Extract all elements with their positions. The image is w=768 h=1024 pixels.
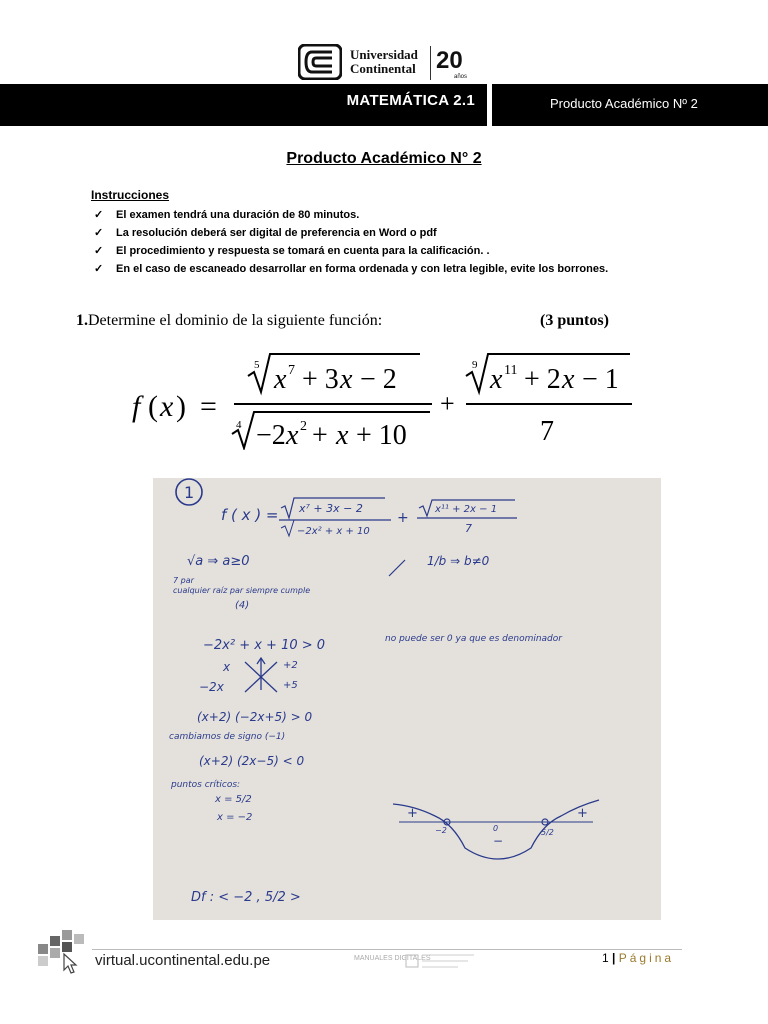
- svg-text:f: f: [132, 390, 141, 423]
- svg-text:=: =: [200, 390, 217, 423]
- svg-text:4: 4: [236, 419, 242, 431]
- checkmark-icon: ✓: [94, 209, 104, 221]
- manuales-digitales-logo-icon: [354, 951, 478, 973]
- function-formula: [130, 346, 640, 450]
- hw-critical-1: x = 5/2: [215, 794, 252, 805]
- hw-rule1-note3: (4): [235, 600, 250, 611]
- hw-sign-change: cambiamos de signo (−1): [169, 732, 286, 742]
- instruction-item: ✓ En el caso de escaneado desarrollar en forma ordenada y con letra legible, evite los borrones.: [94, 260, 608, 278]
- hw-cross-x2: −2x: [199, 680, 224, 694]
- instructions-heading: Instrucciones: [91, 188, 170, 202]
- svg-text:−2: −2: [256, 420, 286, 450]
- hw-circle-number: 1: [184, 483, 195, 502]
- product-header-bar: [492, 84, 768, 126]
- svg-text:x: x: [562, 364, 575, 395]
- svg-text:5: 5: [254, 359, 260, 371]
- instruction-item: ✓ El procedimiento y respuesta se tomará en cuenta para la calificación. .: [94, 242, 608, 260]
- question-text: Determine el dominio de la siguiente función:: [88, 312, 383, 329]
- footer-url[interactable]: virtual.ucontinental.edu.pe: [95, 952, 271, 969]
- hw-rule1-note1: 7 par: [173, 576, 194, 585]
- svg-text:2: 2: [300, 419, 307, 434]
- course-title: MATEMÁTICA 2.1: [346, 92, 475, 109]
- hw-rule1: √a ⇒ a≥0: [187, 554, 250, 569]
- hw-sign-plus-left: +: [407, 806, 418, 821]
- hw-factored: (x+2) (−2x+5) > 0: [197, 710, 313, 724]
- anniversary-word: años: [454, 74, 468, 80]
- hw-critical-2: x = −2: [217, 812, 253, 823]
- hw-cross-c2: +5: [283, 680, 298, 691]
- hw-tick-52: 5/2: [541, 828, 554, 837]
- checkmark-icon: ✓: [94, 263, 104, 275]
- university-name-line2: Continental: [350, 61, 416, 76]
- svg-text:x: x: [160, 390, 174, 423]
- svg-text:+: +: [312, 420, 328, 450]
- handwritten-solution-photo: [153, 478, 661, 920]
- hw-domain: Df : < −2 , 5/2 >: [191, 890, 301, 905]
- svg-text:9: 9: [472, 359, 478, 371]
- page-separator: |: [612, 951, 616, 965]
- hw-rule2: 1/b ⇒ b≠0: [427, 554, 490, 568]
- svg-text:7: 7: [288, 363, 295, 378]
- hw-inequality1: −2x² + x + 10 > 0: [203, 638, 326, 653]
- svg-text:x: x: [336, 420, 349, 450]
- svg-text:− 1: − 1: [582, 364, 619, 395]
- university-logo: [298, 44, 478, 84]
- product-label: Producto Académico Nº 2: [550, 96, 698, 111]
- svg-text:x: x: [490, 364, 503, 395]
- hw-denominator-note: no puede ser 0 ya que es denominador: [385, 634, 562, 644]
- checkmark-icon: ✓: [94, 245, 104, 257]
- instructions-list: [94, 206, 608, 278]
- hw-tick-neg2: −2: [435, 826, 447, 835]
- page-number: 1: [602, 951, 609, 965]
- virtual-campus-icon: [38, 930, 90, 974]
- instruction-item: ✓ El examen tendrá una duración de 80 minutos.: [94, 206, 608, 224]
- svg-text:+: +: [440, 389, 455, 418]
- svg-text:+ 2: + 2: [524, 364, 561, 395]
- question-1: [76, 312, 382, 330]
- svg-text:x: x: [274, 364, 287, 395]
- svg-text:7: 7: [465, 522, 472, 535]
- university-name: [350, 48, 418, 76]
- svg-text:x¹¹ + 2x − 1: x¹¹ + 2x − 1: [435, 504, 498, 515]
- svg-text:x: x: [286, 420, 299, 450]
- svg-text:7: 7: [540, 416, 554, 447]
- checkmark-icon: ✓: [94, 227, 104, 239]
- footer-divider: [92, 949, 682, 950]
- svg-text:+ 10: + 10: [356, 420, 407, 450]
- university-emblem-icon: [298, 44, 342, 80]
- svg-text:): ): [176, 390, 186, 423]
- svg-text:+ 3: + 3: [302, 364, 339, 395]
- hw-rule1-note2: cualquier raíz par siempre cumple: [173, 586, 311, 595]
- svg-text:x⁷ + 3x − 2: x⁷ + 3x − 2: [299, 502, 363, 515]
- hw-critical-label: puntos críticos:: [171, 780, 241, 790]
- svg-text:(: (: [148, 390, 158, 423]
- page-indicator: [602, 951, 674, 965]
- document-title: Producto Académico N° 2: [286, 150, 482, 167]
- hw-sign-minus: −: [493, 834, 504, 848]
- hw-cross-x1: x: [223, 660, 231, 674]
- hw-sign-plus-right: +: [577, 806, 588, 821]
- svg-text:−2x² + x + 10: −2x² + x + 10: [297, 526, 370, 537]
- course-header-bar: [0, 84, 487, 126]
- hw-factored2: (x+2) (2x−5) < 0: [199, 754, 305, 768]
- university-name-line1: Universidad: [350, 47, 418, 62]
- anniversary-badge-icon: [436, 46, 472, 80]
- svg-text:+: +: [397, 510, 409, 526]
- svg-text:f ( x ) =: f ( x ) =: [221, 506, 279, 524]
- page-word: Página: [618, 951, 675, 965]
- svg-text:− 2: − 2: [360, 364, 397, 395]
- question-points: (3 puntos): [540, 312, 609, 329]
- svg-text:x: x: [340, 364, 353, 395]
- instruction-item: ✓ La resolución deberá ser digital de preferencia en Word o pdf: [94, 224, 608, 242]
- hw-cross-c1: +2: [283, 660, 298, 671]
- anniversary-number: 20: [436, 47, 463, 74]
- manuals-text: MANUALES DIGITALES: [354, 955, 431, 962]
- hw-tick-zero: 0: [493, 824, 499, 833]
- svg-text:11: 11: [504, 363, 518, 378]
- question-number: 1.: [76, 312, 88, 329]
- handwriting-sketch: [153, 478, 661, 920]
- logo-divider: [430, 46, 431, 80]
